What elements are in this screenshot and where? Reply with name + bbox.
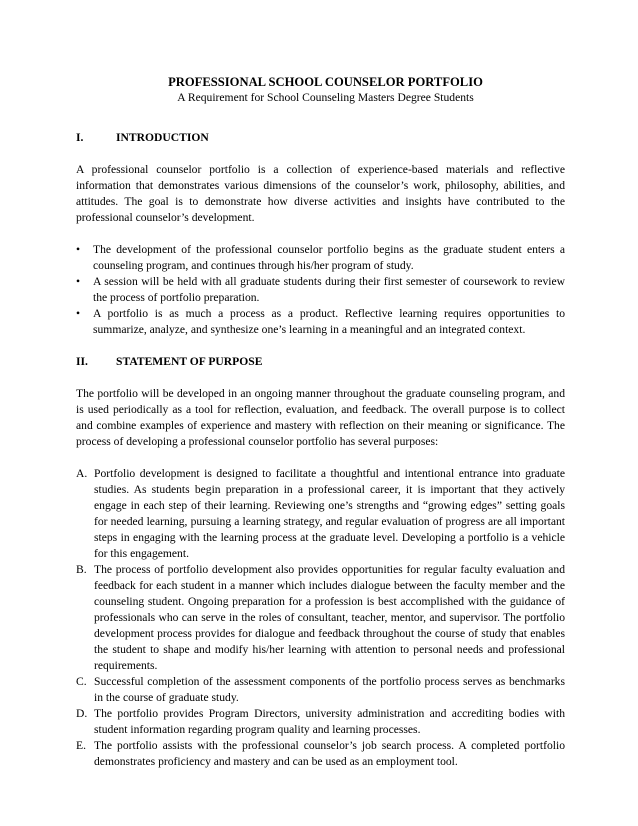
item-text: The portfolio assists with the professional counselor’s job search process. A completed portfolio demonstrates proficiency and mastery and can be used as an employment tool. <box>94 739 565 768</box>
document-subtitle: A Requirement for School Counseling Masters Degree Students <box>177 91 474 104</box>
list-item <box>76 674 565 706</box>
item-text: The portfolio provides Program Directors, university administration and accrediting bodies with student information regarding program quality and learning processes. <box>94 707 565 736</box>
list-item <box>76 274 565 306</box>
section-heading-statement-of-purpose <box>76 354 565 370</box>
item-text: Portfolio development is designed to facilitate a thoughtful and intentional entrance into graduate studies. As students begin preparation in a professional career, it is important that they actively engage in each step of their learning. Reviewing one’s strengths and “growing edges” setting goals for needed learning, pursuing a learning strategy, and regular evaluation of progress are all important steps in engaging with the learning process at the graduate level. Developing a portfolio is a vehicle for this engagement. <box>94 467 565 560</box>
list-item <box>76 738 565 770</box>
section-heading-introduction <box>76 130 565 146</box>
item-letter: B. <box>76 563 87 576</box>
list-item <box>76 242 565 274</box>
bullet-mark: • <box>76 307 81 320</box>
list-item <box>76 306 565 338</box>
purpose-lettered-list <box>76 466 565 770</box>
list-item <box>76 562 565 674</box>
item-letter: E. <box>76 739 86 752</box>
list-item <box>76 466 565 562</box>
section-title: STATEMENT OF PURPOSE <box>116 355 263 368</box>
section-title: INTRODUCTION <box>116 131 209 144</box>
document-title: PROFESSIONAL SCHOOL COUNSELOR PORTFOLIO <box>168 75 483 89</box>
bullet-text: A session will be held with all graduate students during their first semester of coursework to review the process of portfolio preparation. <box>93 275 565 304</box>
item-letter: C. <box>76 675 87 688</box>
bullet-text: A portfolio is as much a process as a product. Reflective learning requires opportunities to summarize, analyze, and synthesize one’s learning in a meaningful and an integrated context. <box>93 307 565 336</box>
introduction-paragraph: A professional counselor portfolio is a collection of experience-based materials and reflective information that demonstrates various dimensions of the counselor’s work, philosophy, abilities, and attitudes. The goal is to demonstrate how diverse activities and insights have contributed to the professional counselor’s development. <box>76 163 565 224</box>
bullet-mark: • <box>76 243 81 256</box>
item-letter: A. <box>76 467 88 480</box>
bullet-text: The development of the professional counselor portfolio begins as the graduate student enters a counseling program, and continues through his/her program of study. <box>93 243 565 272</box>
bullet-mark: • <box>76 275 81 288</box>
item-letter: D. <box>76 707 88 720</box>
item-text: The process of portfolio development also provides opportunities for regular faculty evaluation and feedback for each student in a manner which includes dialogue between the faculty member and the counseling student. Ongoing preparation for a profession is best accomplished with the guidance of professionals who can serve in the roles of consultant, teacher, mentor, and supervisor. The portfolio development process provides for dialogue and feedback throughout the course of study that enables the student to shape and modify his/her learning with attention to personal needs and professional requirements. <box>94 563 565 672</box>
list-item <box>76 706 565 738</box>
purpose-paragraph: The portfolio will be developed in an ongoing manner throughout the graduate counseling program, and is used periodically as a tool for reflection, evaluation, and feedback. The overall purpose is to collect and combine examples of experience and mastery with reflection on their meaning or significance. The process of developing a professional counselor portfolio has several purposes: <box>76 387 565 448</box>
section-number: I. <box>76 131 84 144</box>
item-text: Successful completion of the assessment components of the portfolio process serves as benchmarks in the course of graduate study. <box>94 675 565 704</box>
introduction-bullet-list <box>76 242 565 338</box>
section-number: II. <box>76 355 88 368</box>
